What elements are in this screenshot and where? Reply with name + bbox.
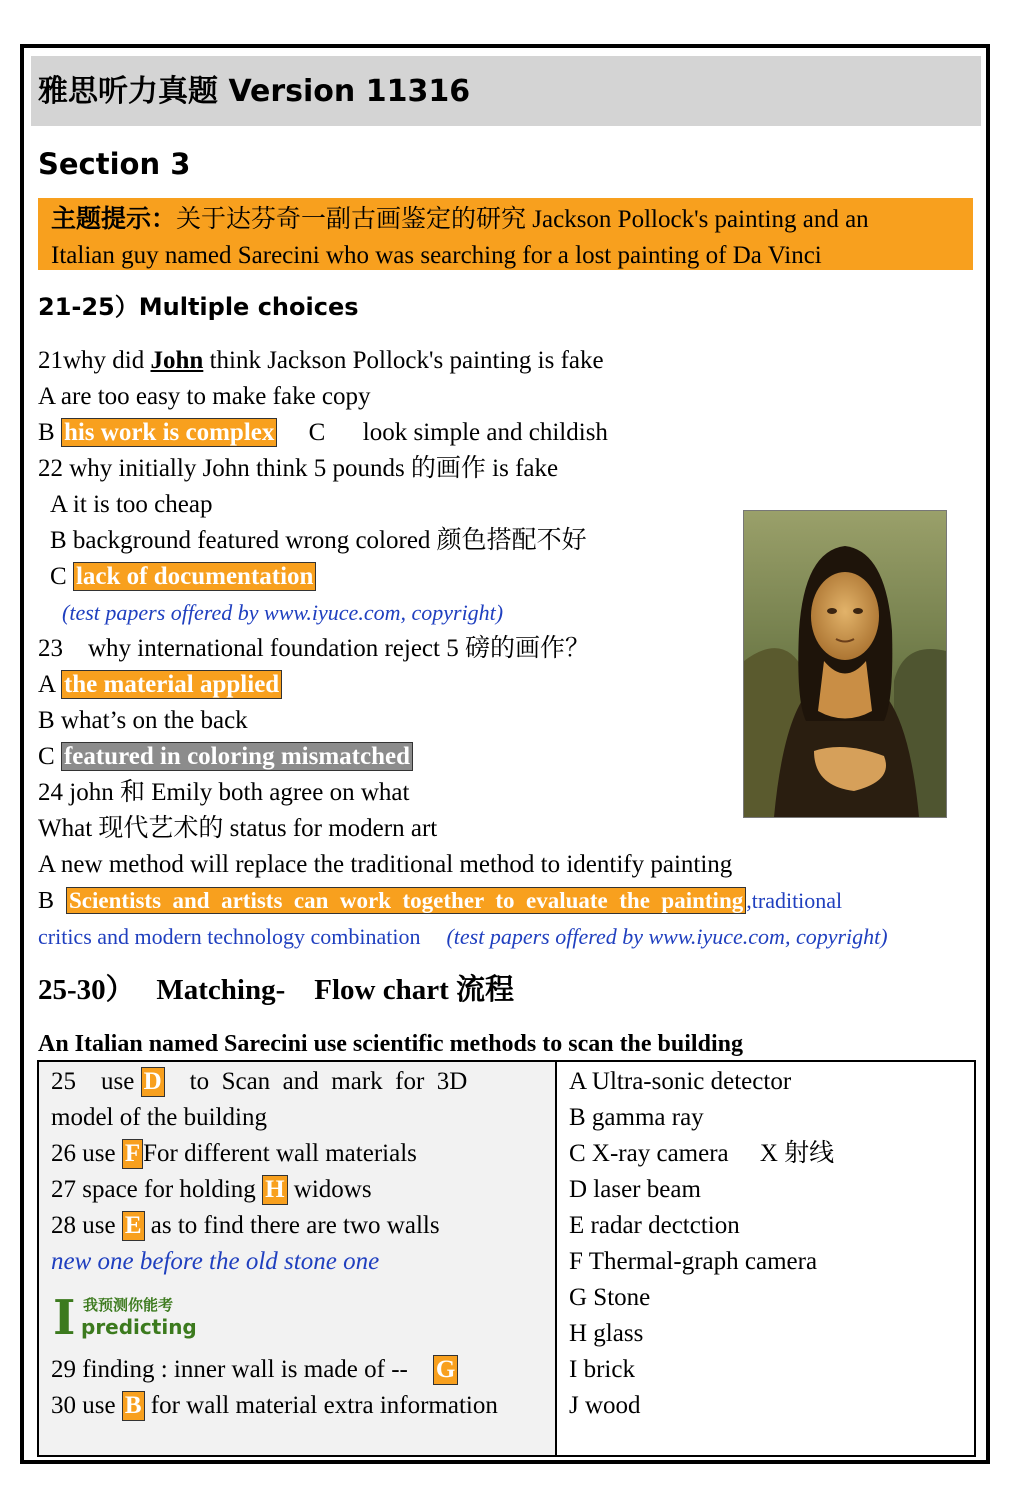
q21-answer-highlight: his work is complex (61, 418, 277, 447)
svg-text:I: I (53, 1290, 76, 1340)
q23-a-label: A (38, 671, 61, 698)
option-h: H glass (569, 1320, 644, 1347)
q30-answer-box: B (122, 1391, 145, 1421)
q25 (51, 1064, 467, 1100)
q29 (51, 1352, 458, 1388)
q23-option-c-highlight: featured in coloring mismatched (61, 742, 413, 771)
logo-cn-text: 我预测你能考 (83, 1296, 174, 1314)
q21-question (38, 344, 604, 378)
q26-post: For different wall materials (143, 1140, 417, 1167)
questions-column (39, 1062, 557, 1455)
q29-answer-box: G (433, 1355, 458, 1385)
q21-b-label: B (38, 419, 61, 446)
q22-option-c (50, 560, 316, 594)
q22-option-a: A it is too cheap (50, 491, 213, 518)
q27-pre: 27 space for holding (51, 1176, 263, 1203)
q22-option-b: B background featured wrong colored 颜色搭配不好 (50, 527, 587, 554)
part1-heading: 21-25）Multiple choices (38, 293, 359, 321)
q26 (51, 1136, 417, 1172)
q24-answer-highlight: Scientists and artists can work together to evaluate the painting (66, 887, 746, 914)
q24-extra-note-2: critics and modern technology combination (38, 924, 421, 949)
topic-hint-box (38, 198, 973, 270)
q30-pre: 30 use (51, 1392, 122, 1419)
q23-option-c (38, 740, 413, 774)
topic-text-en-2: Italian guy named Sarecini who was searching for a lost painting of Da Vinci (51, 242, 822, 269)
page-title: 雅思听力真题 Version 11316 (38, 74, 471, 109)
q21-post: think Jackson Pollock's painting is fake (203, 347, 604, 374)
q25-line2: model of the building (51, 1104, 267, 1131)
q21-name: John (150, 347, 204, 374)
q21-option-c: C look simple and childish (277, 419, 608, 446)
section-heading: Section 3 (38, 147, 191, 181)
option-a: A Ultra-sonic detector (569, 1068, 792, 1095)
option-b: B gamma ray (569, 1104, 704, 1131)
q24-option-a: A new method will replace the traditional method to identify painting (38, 851, 733, 878)
q28-answer-box: E (122, 1211, 145, 1241)
q28-note: new one before the old stone one (51, 1248, 380, 1275)
option-j: J wood (569, 1392, 641, 1419)
option-f: F Thermal-graph camera (569, 1248, 818, 1275)
copyright-note-2: (test papers offered by www.iyuce.com, copyright) (446, 924, 888, 949)
topic-text-en-1: Jackson Pollock's painting and an (526, 206, 869, 233)
q21-pre: 21why did (38, 347, 151, 374)
q21-option-a: A are too easy to make fake copy (38, 383, 371, 410)
q26-answer-box: F (122, 1139, 143, 1169)
copyright-note-1: (test papers offered by www.iyuce.com, copyright) (62, 600, 504, 625)
option-c: C X-ray camera X 射线 (569, 1140, 835, 1167)
topic-text-cn: 关于达芬奇一副古画鉴定的研究 (176, 206, 527, 233)
q25-pre: 25 use (51, 1068, 141, 1095)
q24-b-label: B (38, 888, 67, 914)
option-g: G Stone (569, 1284, 651, 1311)
q27-answer-box: H (262, 1175, 287, 1205)
q28-pre: 28 use (51, 1212, 122, 1239)
q24-option-b (38, 884, 842, 918)
q27 (51, 1172, 372, 1208)
q28-post: as to find there are two walls (144, 1212, 440, 1239)
option-d: D laser beam (569, 1176, 701, 1203)
part2-heading: 25-30） Matching- Flow chart 流程 (38, 974, 515, 1006)
q29-pre: 29 finding : inner wall is made of -- (51, 1356, 433, 1383)
option-i: I brick (569, 1356, 635, 1383)
mona-lisa-image (743, 510, 947, 818)
q21-option-b (38, 416, 608, 450)
q30 (51, 1388, 498, 1424)
q23-option-b: B what’s on the back (38, 707, 248, 734)
topic-label: 主题提示： (51, 206, 177, 233)
q25-answer-box: D (141, 1067, 165, 1097)
q23-question: 23 why international foundation reject 5 磅的画作？ (38, 635, 590, 662)
q26-pre: 26 use (51, 1140, 122, 1167)
q24-what: What 现代艺术的 status for modern art (38, 815, 438, 842)
q24-extra-note: ,traditional (746, 888, 843, 913)
q30-post: for wall material extra information (144, 1392, 498, 1419)
matching-table (37, 1060, 976, 1457)
q23-answer-highlight: the material applied (61, 670, 282, 699)
q24-extra-line (38, 920, 888, 954)
option-e: E radar dectction (569, 1212, 740, 1239)
q27-post: widows (287, 1176, 372, 1203)
q23-option-a (38, 668, 282, 702)
q22-question: 22 why initially John think 5 pounds 的画作 is fake (38, 455, 559, 482)
q22-c-label: C (50, 563, 73, 590)
q22-answer-highlight: lack of documentation (73, 562, 317, 591)
iyuce-logo (53, 1290, 213, 1340)
q24-question: 24 john 和 Emily both agree on what (38, 779, 410, 806)
q28 (51, 1208, 440, 1244)
logo-text: predicting (81, 1315, 197, 1339)
q23-c-label: C (38, 743, 61, 770)
part2-subheading: An Italian named Sarecini use scientific methods to scan the building (38, 1031, 743, 1057)
q25-post: to Scan and mark for 3D (164, 1068, 468, 1095)
